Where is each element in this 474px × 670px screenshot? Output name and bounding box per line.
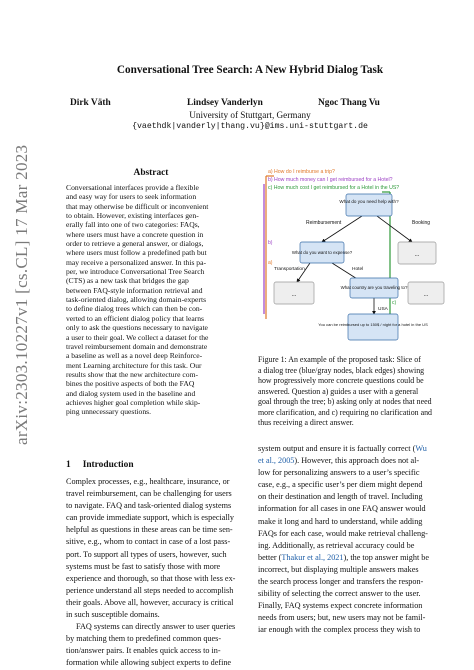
abstract-heading: Abstract bbox=[133, 168, 169, 178]
abstract-line: may receive a personalized answer. In this pa- bbox=[66, 257, 207, 267]
right-line-1: system output and ensure it is factually correct (Wu bbox=[258, 444, 427, 453]
author-2: Lindsey Vanderlyn bbox=[187, 98, 263, 108]
question-b-label: b) How much money can I get reimbursed for a Hotel? bbox=[268, 177, 393, 183]
intro-left-line: by matching them to predefined common ques- bbox=[66, 634, 222, 644]
marker-c: c) bbox=[392, 300, 397, 306]
edge-booking: Booking bbox=[412, 220, 431, 226]
intro-left-line: Complex processes, e.g., healthcare, insurance, or bbox=[66, 477, 230, 486]
caption-line: how progressively more concrete questions could be bbox=[258, 376, 424, 385]
intro-right-line: FAQs for each case, would make retrieval challeng- bbox=[258, 528, 428, 538]
node-transportation-ellipsis: ... bbox=[291, 292, 297, 298]
caption-line: Figure 1: An example of the proposed task: Slice of bbox=[258, 355, 421, 364]
abstract-line: results show that the new architecture com- bbox=[66, 369, 199, 379]
abstract-line: per, we introduce Conversational Tree Search bbox=[66, 267, 205, 277]
abstract-line: where users must follow a predefined path but bbox=[66, 248, 207, 258]
abstract-line: erally fall into one of two categories: FAQs, bbox=[66, 220, 200, 230]
intro-left-line: can provide immediate support, which is especially bbox=[66, 513, 235, 523]
abstract-line: ping unnecessary questions. bbox=[66, 407, 151, 417]
abstract-body bbox=[66, 183, 238, 417]
abstract-line: task-oriented dialog, allowing domain-experts bbox=[66, 295, 207, 305]
intro-right-line: iar enough with the complex process they wish to bbox=[258, 625, 421, 635]
node-booking-ellipsis: ... bbox=[414, 252, 420, 258]
abstract-line: between FAQ-style information retrieval and bbox=[66, 285, 203, 295]
intro-right-line: ing. Additionally, as retrieval accuracy could be bbox=[258, 540, 415, 550]
node-expense-text: What do you want to expense? bbox=[291, 250, 353, 255]
abstract-line: travel reimbursement domain and demonstrate bbox=[66, 341, 208, 351]
abstract-line: a user to their goal. We collect a dataset for the bbox=[66, 332, 209, 342]
caption-line: thus receiving a direct answer. bbox=[258, 418, 354, 427]
intro-left-line: to navigate. FAQ and task-oriented dialog systems bbox=[66, 501, 232, 511]
marker-a: a) bbox=[268, 260, 273, 266]
abstract-line: achieves higher goal completion while skip- bbox=[66, 397, 201, 407]
question-a-label: a) How do I reimburse a trip? bbox=[268, 169, 335, 175]
intro-right-line: needs from users; but, new users may not be famil- bbox=[258, 613, 426, 623]
section-heading bbox=[66, 460, 146, 470]
abstract-line: to define dialog trees which can then be con- bbox=[66, 304, 203, 314]
intro-right-line: sibility of selecting the correct answer to the user. bbox=[258, 589, 421, 599]
caption-line: a dialog tree (blue/gray nodes, black edges) showing bbox=[258, 365, 425, 375]
citation-wu[interactable]: Wu bbox=[415, 444, 427, 453]
section-title: Introduction bbox=[82, 460, 134, 470]
intro-left-line: formation while allowing subject experts to define bbox=[66, 658, 232, 668]
node-root-text: What do you need help with? bbox=[339, 199, 399, 204]
intro-right-line: the search process longer and transfers the respon- bbox=[258, 577, 424, 587]
intro-left-column bbox=[66, 476, 256, 670]
author-email[interactable]: {vaethdk|vanderly|thang.vu}@ims.uni-stuttgart.de bbox=[132, 122, 368, 131]
intro-left-line: experience and thorough, so that those with less ex- bbox=[66, 573, 236, 583]
intro-right-line: low for personalizing answers to a user’s specific bbox=[258, 468, 420, 478]
abstract-line: order to retrieve a general answer, or dialogs, bbox=[66, 239, 204, 249]
intro-right-line: on their destination and length of travel. Including bbox=[258, 492, 423, 502]
question-c-label: c) How much cost I get reimbursed for a Hotel in the US? bbox=[268, 185, 400, 191]
abstract-line: (CTS) as a new task that bridges the gap bbox=[66, 276, 189, 286]
right-line-9: better (Thakur et al., 2021), the top answer might be bbox=[258, 552, 429, 562]
abstract-line: verted to an efficient dialog policy that learns bbox=[66, 313, 204, 323]
edge-hotel: Hotel bbox=[352, 267, 364, 272]
intro-right-line: make it long and hard to understand, while adding bbox=[258, 516, 423, 526]
node-answer bbox=[348, 314, 398, 340]
figure-caption bbox=[258, 355, 450, 429]
abstract-line: where users must have a concrete question in bbox=[66, 229, 204, 239]
marker-b: b) bbox=[268, 240, 273, 246]
intro-left-line: perience understand all steps needed to accomplish bbox=[66, 585, 234, 595]
intro-right-column bbox=[258, 443, 450, 637]
caption-line: goal through the tree; b) asking only at nodes that need bbox=[258, 397, 432, 406]
intro-left-line: FAQ systems can directly answer to user queries bbox=[76, 622, 236, 632]
abstract-line: bines the positive aspects of both the FAQ bbox=[66, 379, 195, 389]
abstract-line: only to ask the questions necessary to navigate bbox=[66, 323, 208, 333]
section-number: 1 bbox=[66, 460, 71, 470]
intro-left-line: in such susceptible domains. bbox=[66, 610, 160, 620]
citation-wu-cont[interactable]: et al., 2005 bbox=[258, 456, 295, 466]
citation-thakur[interactable]: Thakur et al., 2021 bbox=[281, 552, 344, 562]
caption-line: more clarification, and c) requiring no clarification and bbox=[258, 407, 432, 417]
node-other-ellipsis: ... bbox=[423, 292, 429, 298]
node-country-text: What country are you traveling to? bbox=[340, 285, 408, 290]
caption-line: answered. Question a) guides a user with a general bbox=[258, 386, 419, 396]
author-1: Dirk Väth bbox=[70, 98, 111, 108]
figure-dialog-tree bbox=[262, 164, 452, 349]
abstract-line: to obtain. However, existing interfaces gen- bbox=[66, 211, 199, 221]
intro-right-line: Finally, FAQ systems expect concrete information bbox=[258, 601, 423, 611]
abstract-line: Conversational interfaces provide a flexible bbox=[66, 183, 199, 192]
abstract-line: and dialog system used in the baseline and bbox=[66, 388, 196, 398]
intro-left-line: systems must be fast to satisfy those with more bbox=[66, 561, 221, 571]
intro-left-line: their goals. Above all, however, accuracy is critical bbox=[66, 597, 234, 607]
intro-right-line: incorrect, but displaying multiple answers makes bbox=[258, 564, 419, 574]
abstract-line: that may otherwise be difficult or inconvenient bbox=[66, 201, 209, 211]
intro-left-line: port. To support all types of users, however, such bbox=[66, 549, 227, 559]
abstract-line: and easy way for users to seek information bbox=[66, 192, 197, 202]
affiliation: University of Stuttgart, Germany bbox=[189, 110, 311, 120]
intro-left-line: tion/answer pairs. It enables quick access to in- bbox=[66, 646, 221, 656]
node-answer-text: You can be reimbursed up to 150$ / night for a hotel in the US bbox=[318, 322, 428, 327]
author-3: Ngoc Thang Vu bbox=[318, 98, 380, 108]
paper-title: Conversational Tree Search: A New Hybrid Dialog Task bbox=[116, 64, 384, 76]
abstract-line: ment Learning architecture for this task. Our bbox=[66, 360, 202, 370]
intro-left-line: helpful as questions in these areas can be time sen- bbox=[66, 525, 233, 535]
intro-right-line: information for all cases in one FAQ answer would bbox=[258, 504, 426, 514]
arxiv-stamp: arXiv:2303.10227v1 [cs.CL] 17 Mar 2023 bbox=[12, 144, 31, 445]
intro-left-line: sitive, e.g., whom to contact in case of a lost pass- bbox=[66, 537, 231, 547]
node-root bbox=[346, 194, 392, 216]
intro-left-line: travel reimbursement, can be challenging for users bbox=[66, 489, 232, 499]
edge-reimbursement: Reimbursement bbox=[306, 220, 342, 226]
edge-usa: USA bbox=[378, 307, 388, 312]
right-line-2: et al., 2005). However, this approach does not al- bbox=[258, 456, 420, 466]
edge-transportation: Transportation bbox=[274, 267, 305, 272]
abstract-line: a baseline as well as a novel deep Reinforce- bbox=[66, 351, 203, 361]
intro-right-line: case, e.g., a specific user’s per diem might depend bbox=[258, 480, 423, 490]
